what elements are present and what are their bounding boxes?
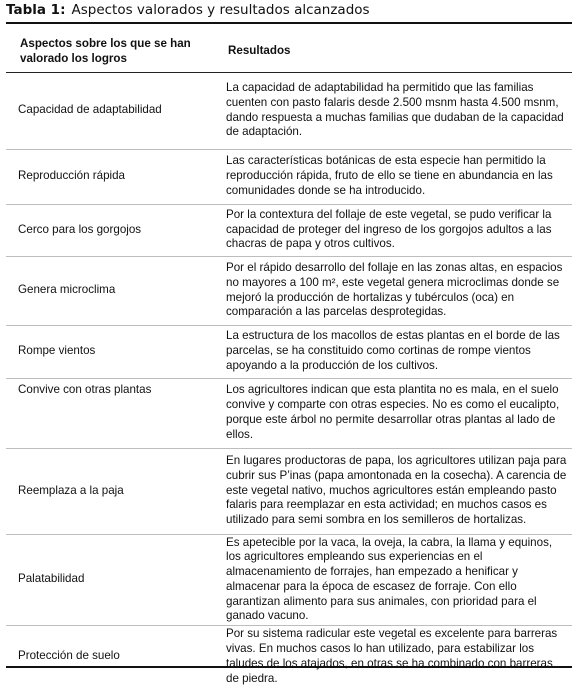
table-row [6,448,572,534]
table-row [6,256,572,325]
result-cell: Por el rápido desarrollo del follaje en las zonas altas, en espacios no mayores a 100 m², este vegetal genera microclimas donde se mejoró la producción de hortalizas y tubérculos (oca) en comparación a las parcelas desprotegidas. [224,256,572,325]
result-cell: Por su sistema radicular este vegetal es excelente para barreras vivas. En muchos casos lo han utilizado, para estabilizar los taludes de los atajados, en otras se ha combinado con barreras de piedra. [224,626,572,687]
results-table [6,34,572,687]
result-cell: Los agricultores indican que esta plantita no es mala, en el suelo convive y comparte con otras especies. No es como el eucalipto, porque este árbol no permite desarrollar otras plantas al lado de ellos. [224,378,572,448]
table-row [6,626,572,687]
table-row [6,378,572,448]
result-cell: Es apetecible por la vaca, la oveja, la cabra, la llama y equinos, los agricultores empleando sus experiencias en el almacenamiento de forrajes, han empezado a henificar y almacenar para la época de escasez de forraje. Con ello garantizan alimento para sus animales, con prioridad para el ganado vacuno. [224,534,572,626]
bottom-rule [6,666,572,668]
aspect-cell: Capacidad de adaptabilidad [18,103,162,117]
table-row [6,534,572,626]
aspect-cell: Rompe vientos [6,325,224,378]
top-rule [6,22,572,24]
table-row [6,325,572,378]
table-header-row [6,34,572,72]
header-aspects: Aspectos sobre los que se han valorado los logros [6,34,224,72]
table-row [6,149,572,204]
header-results: Resultados [224,34,572,72]
table-row [6,72,572,149]
aspect-cell: Reemplaza a la paja [6,448,224,534]
aspect-cell: Palatabilidad [6,534,224,626]
caption-label: Tabla 1: [6,2,66,18]
aspect-cell: Genera microclima [6,256,224,325]
result-cell: La estructura de los macollos de estas plantas en el borde de las parcelas, se ha constituido como cortinas de rompe vientos apoyando a la producción de los cultivos. [224,325,572,378]
aspect-cell: Protección de suelo [6,626,224,687]
result-cell: En lugares productoras de papa, los agricultores utilizan paja para cubrir sus P’inas (papa amontonada en la cosecha). A carencia de este vegetal nativo, muchos agricultores están empleando pasto falaris para reemplazar en esta actividad; en muchos casos es utilizado para semi sombra en los semilleros de hortalizas. [224,448,572,534]
table-caption [6,1,572,19]
caption-title: Aspectos valorados y resultados alcanzados [71,2,370,18]
result-cell: La capacidad de adaptabilidad ha permitido que las familias cuenten con pasto falaris desde 2.500 msnm hasta 4.500 msnm, dando respuesta a muchas familias que dudaban de la capacidad de adaptación. [226,80,564,139]
result-cell: Por la contextura del follaje de este vegetal, se pudo verificar la capacidad de proteger del ingreso de los gorgojos adultos a las chacras de papa y otros cultivos. [224,204,572,256]
aspect-cell: Reproducción rápida [6,149,224,204]
result-cell: Las características botánicas de esta especie han permitido la reproducción rápida, fruto de ello se tiene en abundancia en las comunidades donde se ha introducido. [224,149,572,204]
aspect-cell: Cerco para los gorgojos [6,204,224,256]
table-row [6,204,572,256]
aspect-cell: Convive con otras plantas [6,378,224,448]
